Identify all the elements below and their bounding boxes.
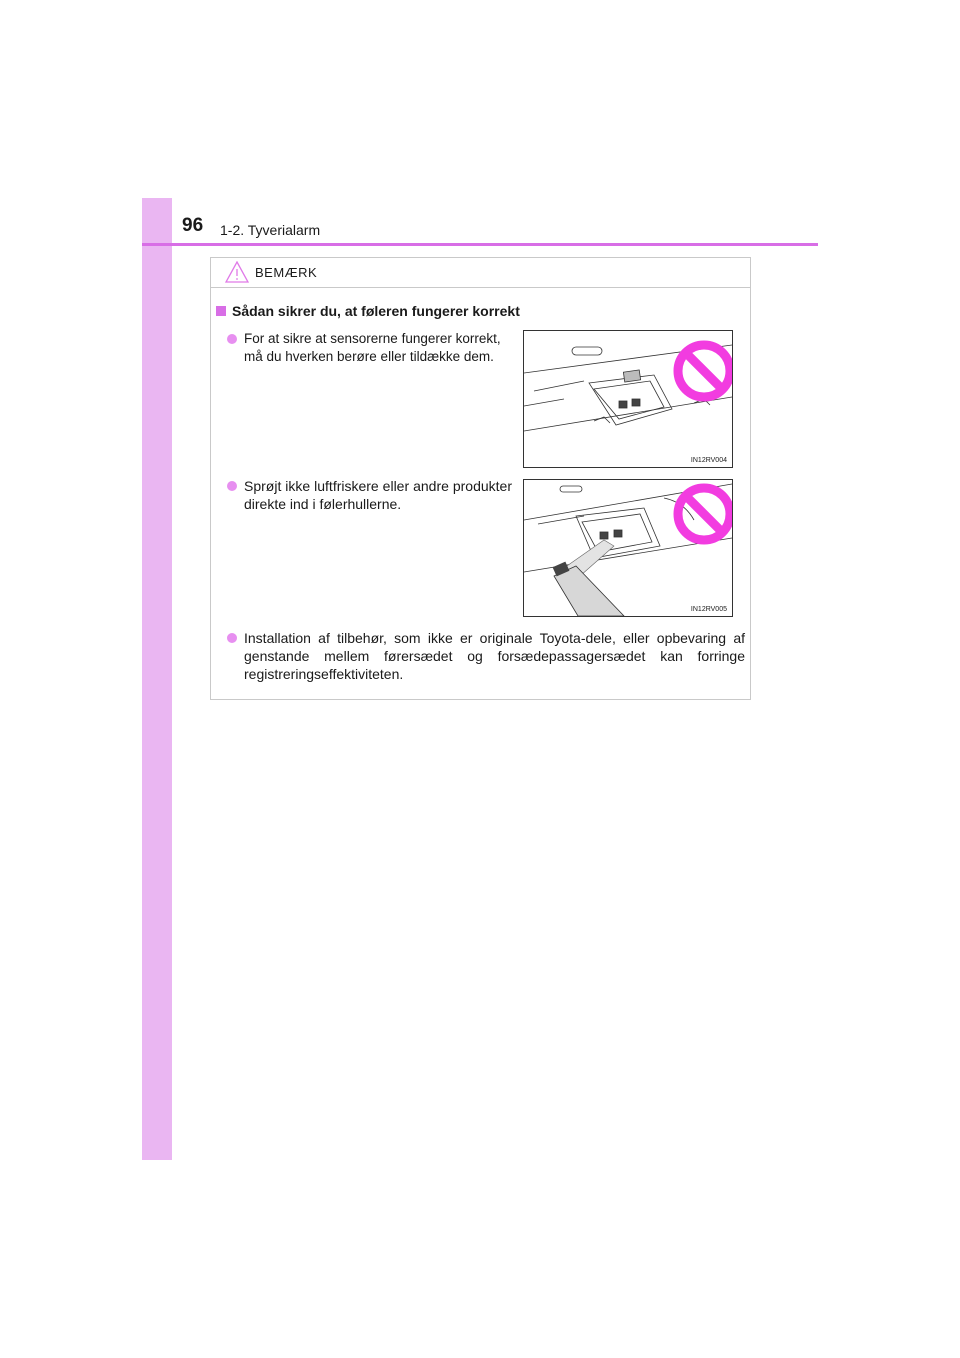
- page-number: 96: [182, 215, 204, 236]
- square-bullet-icon: [216, 306, 226, 316]
- bullet-item: [227, 629, 745, 683]
- notice-box: [210, 257, 751, 700]
- subheading: [216, 303, 520, 319]
- bullet-text: Sprøjt ikke luftfriskere eller andre produkter direkte ind i følerhullerne.: [244, 478, 512, 512]
- notice-title: BEMÆRK: [255, 265, 318, 280]
- prohibited-icon: [678, 488, 730, 540]
- figure-code: IN12RV004: [690, 457, 727, 464]
- figure-sensor-no-touch: [523, 330, 733, 468]
- prohibited-icon: [678, 345, 730, 397]
- subheading-text: Sådan sikrer du, at føleren fungerer korrekt: [232, 303, 520, 319]
- roof-console-spray-illustration: [524, 480, 732, 616]
- header-divider: [142, 243, 818, 246]
- bullet-item: [227, 477, 512, 513]
- bullet-text: Installation af tilbehør, som ikke er originale Toyota-dele, eller opbevaring af genstande mellem førersædet og forsædepassagersædet kan forringe registreringseffektiviteten.: [244, 630, 745, 682]
- figure-code: IN12RV005: [690, 606, 727, 613]
- figure-no-spray: [523, 479, 733, 617]
- chapter-side-tab: [142, 198, 172, 1160]
- notice-header: [211, 258, 750, 288]
- bullet-text: For at sikre at sensorerne fungerer korrekt, må du hverken berøre eller tildække dem.: [244, 331, 501, 364]
- bullet-item: [227, 330, 512, 366]
- warning-triangle-icon: [225, 261, 249, 283]
- bullet-dot-icon: [227, 334, 237, 344]
- bullet-dot-icon: [227, 633, 237, 643]
- bullet-dot-icon: [227, 481, 237, 491]
- roof-console-illustration: [524, 331, 732, 467]
- section-title: 1-2. Tyverialarm: [220, 222, 321, 238]
